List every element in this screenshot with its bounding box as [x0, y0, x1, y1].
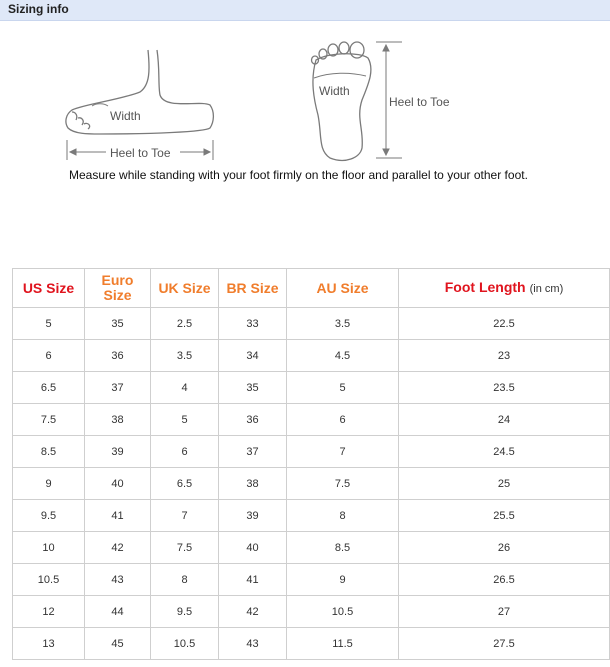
cell-uk: 8: [151, 564, 219, 596]
cell-uk: 5: [151, 404, 219, 436]
table-row: [13, 404, 610, 436]
col-header-br-size: BR Size: [219, 269, 287, 308]
cell-au: 5: [287, 372, 399, 404]
cell-br: 40: [219, 532, 287, 564]
cell-euro: 43: [85, 564, 151, 596]
col-header-au-size: AU Size: [287, 269, 399, 308]
cell-euro: 37: [85, 372, 151, 404]
cell-au: 10.5: [287, 596, 399, 628]
cell-au: 7.5: [287, 468, 399, 500]
col-header-foot-length: [399, 269, 610, 308]
cell-foot: 25: [399, 468, 610, 500]
cell-us: 10: [13, 532, 85, 564]
cell-au: 7: [287, 436, 399, 468]
cell-euro: 36: [85, 340, 151, 372]
cell-us: 5: [13, 308, 85, 340]
side-length-label: Heel to Toe: [110, 146, 171, 160]
cell-uk: 4: [151, 372, 219, 404]
cell-uk: 3.5: [151, 340, 219, 372]
cell-br: 35: [219, 372, 287, 404]
table-row: [13, 564, 610, 596]
cell-us: 7.5: [13, 404, 85, 436]
cell-uk: 2.5: [151, 308, 219, 340]
side-width-label: Width: [110, 109, 141, 123]
cell-foot: 24: [399, 404, 610, 436]
cell-br: 33: [219, 308, 287, 340]
table-row: [13, 372, 610, 404]
sole-length-label: Heel to Toe: [389, 95, 450, 109]
section-header: [0, 0, 610, 21]
cell-br: 39: [219, 500, 287, 532]
cell-br: 43: [219, 628, 287, 660]
cell-euro: 45: [85, 628, 151, 660]
cell-uk: 6.5: [151, 468, 219, 500]
cell-au: 3.5: [287, 308, 399, 340]
cell-euro: 44: [85, 596, 151, 628]
cell-euro: 35: [85, 308, 151, 340]
cell-au: 8.5: [287, 532, 399, 564]
cell-us: 6.5: [13, 372, 85, 404]
cell-foot: 23.5: [399, 372, 610, 404]
cell-br: 34: [219, 340, 287, 372]
table-row: [13, 500, 610, 532]
cell-uk: 10.5: [151, 628, 219, 660]
cell-au: 11.5: [287, 628, 399, 660]
cell-uk: 7.5: [151, 532, 219, 564]
cell-us: 12: [13, 596, 85, 628]
table-row: [13, 628, 610, 660]
cell-us: 6: [13, 340, 85, 372]
col-header-euro-line1: Euro: [101, 272, 134, 288]
cell-br: 36: [219, 404, 287, 436]
cell-us: 13: [13, 628, 85, 660]
cell-us: 10.5: [13, 564, 85, 596]
cell-us: 9.5: [13, 500, 85, 532]
cell-au: 9: [287, 564, 399, 596]
cell-foot: 25.5: [399, 500, 610, 532]
table-header-row: [13, 269, 610, 308]
cell-br: 38: [219, 468, 287, 500]
cell-foot: 26: [399, 532, 610, 564]
cell-foot: 27.5: [399, 628, 610, 660]
cell-euro: 38: [85, 404, 151, 436]
col-header-euro-line2: Size: [103, 287, 132, 303]
size-chart-table: [12, 268, 610, 660]
col-header-euro-size: [85, 269, 151, 308]
table-row: [13, 532, 610, 564]
cell-au: 6: [287, 404, 399, 436]
sole-width-marker: [314, 73, 366, 78]
cell-us: 8.5: [13, 436, 85, 468]
foot-measure-diagram: [0, 30, 610, 190]
cell-br: 37: [219, 436, 287, 468]
cell-euro: 40: [85, 468, 151, 500]
table-row: [13, 308, 610, 340]
cell-br: 41: [219, 564, 287, 596]
cell-uk: 9.5: [151, 596, 219, 628]
cell-foot: 26.5: [399, 564, 610, 596]
col-header-foot-length-label: Foot Length: [444, 278, 526, 295]
cell-euro: 41: [85, 500, 151, 532]
cell-uk: 7: [151, 500, 219, 532]
cell-au: 4.5: [287, 340, 399, 372]
measure-instruction: Measure while standing with your foot firmly on the floor and parallel to your other foot.: [69, 168, 528, 182]
sole-width-label: Width: [319, 84, 350, 98]
col-header-uk-size: UK Size: [151, 269, 219, 308]
col-header-foot-length-unit: (in cm): [529, 282, 564, 295]
cell-foot: 27: [399, 596, 610, 628]
cell-euro: 42: [85, 532, 151, 564]
section-title: Sizing info: [8, 2, 69, 16]
table-row: [13, 468, 610, 500]
cell-foot: 22.5: [399, 308, 610, 340]
cell-us: 9: [13, 468, 85, 500]
table-row: [13, 340, 610, 372]
cell-foot: 24.5: [399, 436, 610, 468]
table-row: [13, 596, 610, 628]
table-row: [13, 436, 610, 468]
cell-br: 42: [219, 596, 287, 628]
cell-euro: 39: [85, 436, 151, 468]
cell-au: 8: [287, 500, 399, 532]
col-header-us-size: US Size: [13, 269, 85, 308]
cell-uk: 6: [151, 436, 219, 468]
sole-foot-illustration: [312, 42, 371, 160]
cell-foot: 23: [399, 340, 610, 372]
